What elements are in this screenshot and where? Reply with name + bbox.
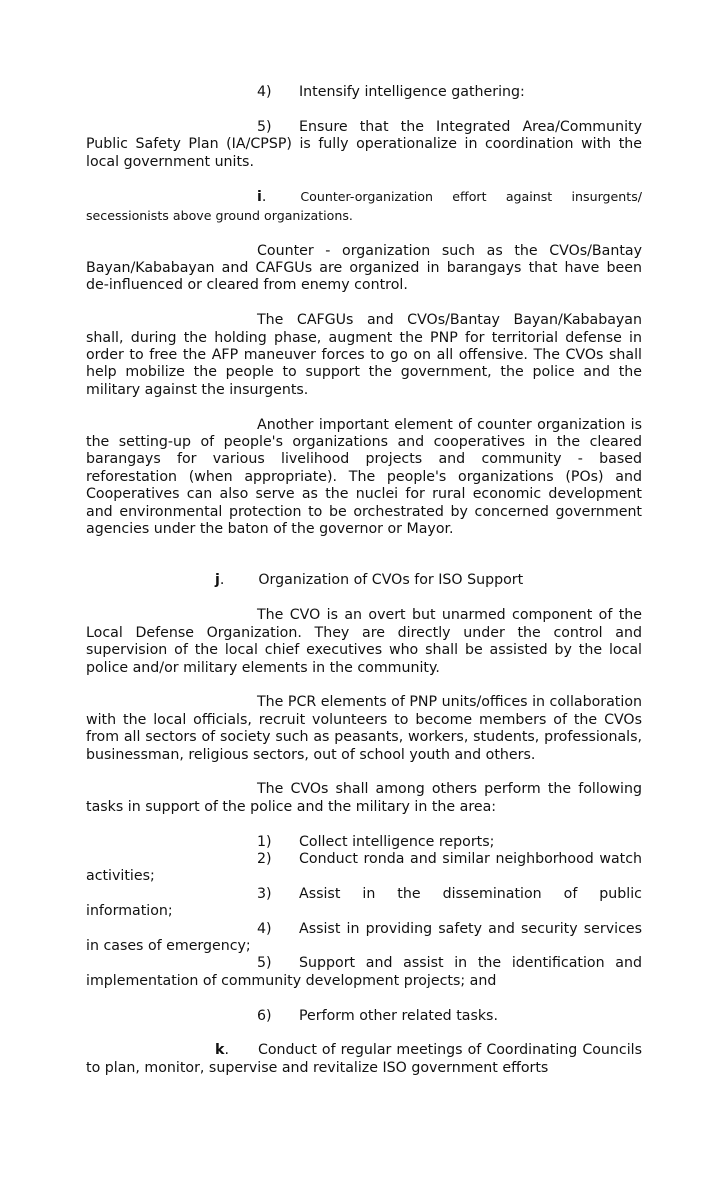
section-letter: k	[215, 1042, 225, 1059]
section-letter: j	[215, 572, 220, 589]
section-k-heading: k. Conduct of regular meetings of Coordinating Councils to plan, monitor, supervise and revitalize ISO government efforts	[86, 1042, 642, 1076]
section-title: Counter-organization effort against insurgents/ secessionists above ground organizations.	[86, 189, 642, 223]
item-text: Intensify intelligence gathering:	[299, 84, 525, 100]
paragraph: The CAFGUs and CVOs/Bantay Bayan/Kababayan shall, during the holding phase, augment the PNP for territorial defense in order to free the AFP maneuver forces to go on all offensive. The CVOs shall help mobilize the people to support the government, the police and the military against the insurgents.	[86, 312, 642, 398]
task-text: Assist in providing safety and security services in cases of emergency;	[86, 920, 642, 954]
task-number: 1)	[257, 833, 272, 850]
task-text: Support and assist in the identification and implementation of community development projects; and	[86, 955, 642, 989]
item-number: 4)	[257, 84, 272, 100]
task-item	[86, 851, 642, 886]
task-number: 3)	[257, 885, 272, 902]
task-number: 5)	[257, 955, 272, 972]
paragraph: The PCR elements of PNP units/offices in collaboration with the local officials, recruit volunteers to become members of the CVOs from all sectors of society such as peasants, workers, students, professionals, businessman, religious sectors, out of school youth and others.	[86, 694, 642, 763]
item-5	[86, 119, 642, 171]
task-text: Assist in the dissemination of public information;	[86, 885, 642, 920]
task-text: Conduct ronda and similar neighborhood watch activities;	[86, 850, 642, 885]
section-title: Organization of CVOs for ISO Support	[258, 572, 524, 589]
item-text: Ensure that the Integrated Area/Community Public Safety Plan (IA/CPSP) is fully operationalize in coordination with the local government units.	[86, 118, 642, 170]
task-item	[86, 955, 642, 990]
section-letter: i	[257, 189, 262, 206]
paragraph: The CVOs shall among others perform the following tasks in support of the police and the military in the area:	[86, 781, 642, 815]
task-item	[86, 1008, 642, 1025]
section-i-heading: i. Counter-organization effort against insurgents/ secessionists above ground organizations.	[86, 189, 642, 223]
task-number: 2)	[257, 850, 272, 867]
task-text: Perform other related tasks.	[299, 1007, 498, 1024]
paragraph: Another important element of counter organization is the setting-up of people's organizations and cooperatives in the cleared barangays for various livelihood projects and community - based reforestation (when appropriate). The people's organizations (POs) and Cooperatives can also serve as the nuclei for rural economic development and environmental protection to be orchestrated by concerned government agencies under the baton of the governor or Mayor.	[86, 416, 642, 538]
task-number: 6)	[257, 1007, 272, 1024]
section-title: Conduct of regular meetings of Coordinating Councils to plan, monitor, supervise and revitalize ISO government efforts	[86, 1042, 642, 1076]
item-4	[86, 84, 642, 101]
task-text: Collect intelligence reports;	[299, 833, 495, 850]
paragraph: Counter - organization such as the CVOs/Bantay Bayan/Kababayan and CAFGUs are organized in barangays that have been de-influenced or cleared from enemy control.	[86, 242, 642, 294]
document-page	[86, 84, 642, 1095]
section-j-heading: j. Organization of CVOs for ISO Support	[215, 572, 524, 589]
paragraph: The CVO is an overt but unarmed component of the Local Defense Organization. They are directly under the control and supervision of the local chief executives who shall be assisted by the local police and/or military elements in the community.	[86, 607, 642, 676]
task-number: 4)	[257, 920, 272, 937]
task-item	[86, 886, 642, 921]
item-number: 5)	[257, 118, 272, 135]
task-item	[86, 834, 642, 851]
task-item	[86, 921, 642, 956]
